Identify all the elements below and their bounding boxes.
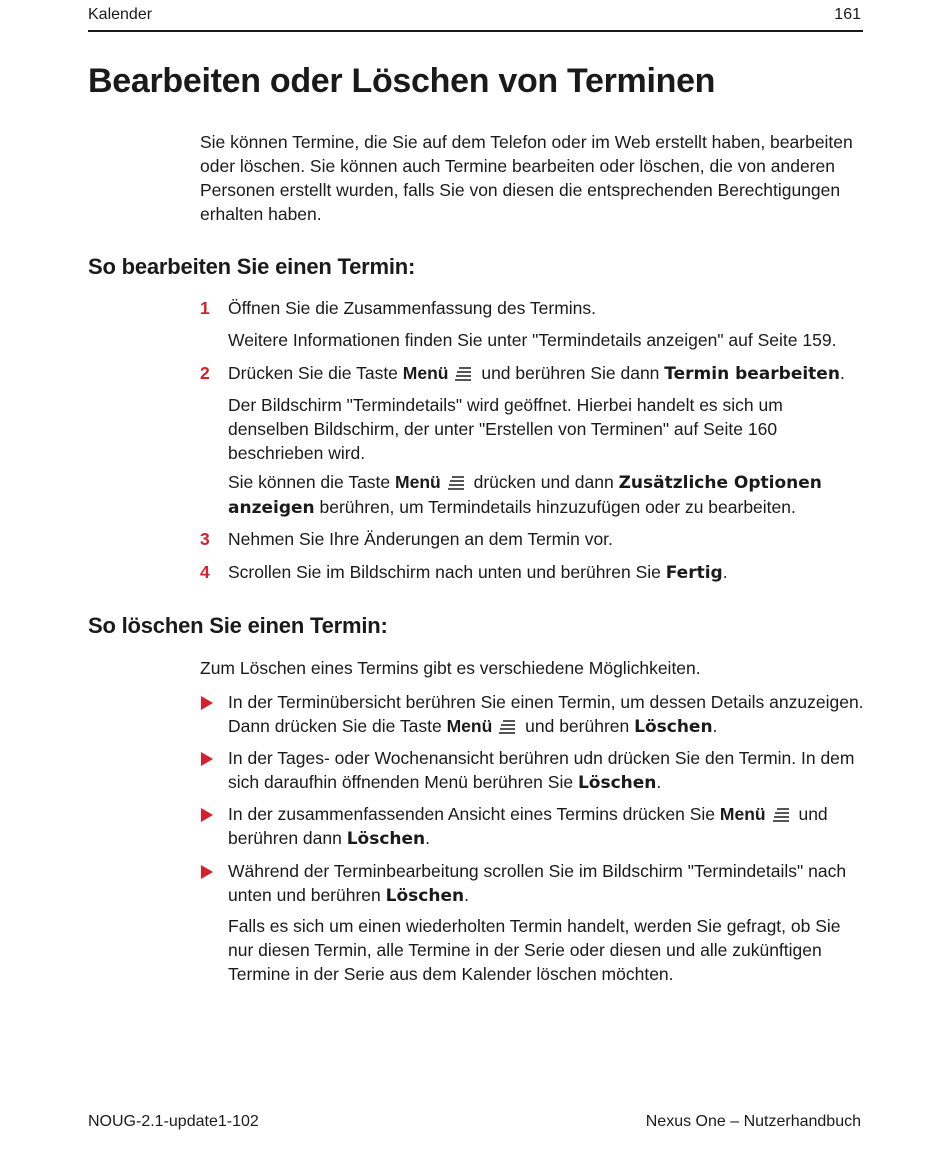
step-number: 4 <box>200 562 210 582</box>
menu-icon <box>495 719 517 733</box>
intro-paragraph: Sie können Termine, die Sie auf dem Telefon oder im Web erstellt haben, bearbeiten oder löschen. Sie können auch Termine bearbeiten oder löschen, die von anderen Personen erstellt wurden, falls Sie von diesen die entsprechenden Berechtigungen erhalten haben. <box>200 132 853 224</box>
recurring-event-note: Falls es sich um einen wiederholten Termin handelt, werden Sie gefragt, ob Sie nur diesen Termin, alle Termine in der Serie oder diesen und alle zukünftigen Termine in der Serie aus dem Kalender löschen möchten. <box>228 916 841 984</box>
delete-action: Löschen <box>577 773 657 793</box>
delete-action: Löschen <box>346 829 426 849</box>
done-action: Fertig <box>665 563 723 583</box>
menu-key-label: Menü <box>395 472 441 492</box>
menu-key-label: Menü <box>402 363 449 383</box>
page-number: 161 <box>834 6 861 23</box>
delete-action: Löschen <box>634 717 713 737</box>
delete-section-heading: So löschen Sie einen Termin: <box>88 613 388 638</box>
edit-section-heading: So bearbeiten Sie einen Termin: <box>88 254 416 279</box>
delete-option-2 <box>200 746 865 795</box>
bullet-arrow-icon <box>201 752 213 766</box>
delete-option-3 <box>200 802 865 851</box>
bullet-text: In der zusammenfassenden Ansicht eines Termins drücken Sie Menü und berühren dann Löschen. <box>228 804 828 849</box>
menu-icon <box>769 807 791 821</box>
delete-option-1 <box>200 690 865 739</box>
menu-icon <box>451 366 473 380</box>
menu-key-label: Menü <box>719 804 766 824</box>
bullet-text: In der Tages- oder Wochenansicht berühren udn drücken Sie den Termin. In dem sich daraufhin öffnenden Menü berühren Sie Löschen. <box>228 748 855 793</box>
step-2-note-1: Der Bildschirm "Termindetails" wird geöffnet. Hierbei handelt es sich um denselben Bildschirm, der unter "Erstellen von Terminen" auf Seite 160 beschrieben wird. <box>228 395 783 463</box>
more-options-action: Zusätzliche Optionen anzeigen <box>228 473 822 518</box>
edit-step-4 <box>200 560 865 585</box>
step-1-note: Weitere Informationen finden Sie unter "Termindetails anzeigen" auf Seite 159. <box>228 330 837 350</box>
bullet-arrow-icon <box>201 865 213 879</box>
manual-title: Nexus One – Nutzerhandbuch <box>645 1113 861 1130</box>
edit-step-2 <box>200 361 865 386</box>
bullet-text: In der Terminübersicht berühren Sie einen Termin, um dessen Details anzuzeigen. Dann drücken Sie die Taste Menü und berühren Löschen. <box>228 692 864 737</box>
delete-action: Löschen <box>385 886 465 906</box>
bullet-text: Während der Terminbearbeitung scrollen Sie im Bildschirm "Termindetails" nach unten und berühren Löschen. <box>228 861 847 906</box>
page-header <box>88 4 863 32</box>
step-text: Scrollen Sie im Bildschirm nach unten und berühren Sie Fertig. <box>228 562 728 583</box>
delete-option-4 <box>200 859 865 908</box>
step-2-note-2: Sie können die Taste Menü drücken und dann Zusätzliche Optionen anzeigen berühren, um Termindetails hinzuzufügen oder zu bearbeiten. <box>228 472 822 518</box>
bullet-arrow-icon <box>201 696 213 710</box>
step-text: Nehmen Sie Ihre Änderungen an dem Termin vor. <box>228 529 613 549</box>
delete-intro: Zum Löschen eines Termins gibt es verschiedene Möglichkeiten. <box>200 658 701 678</box>
step-number: 1 <box>200 298 210 318</box>
bullet-arrow-icon <box>201 808 213 822</box>
step-number: 2 <box>200 363 210 383</box>
edit-step-1 <box>200 296 865 320</box>
chapter-title: Kalender <box>88 6 153 23</box>
page-title: Bearbeiten oder Löschen von Terminen <box>88 62 716 100</box>
edit-event-action: Termin bearbeiten <box>664 364 840 384</box>
step-text: Drücken Sie die Taste Menü und berühren Sie dann Termin bearbeiten. <box>228 363 845 384</box>
edit-step-3 <box>200 527 865 551</box>
step-number: 3 <box>200 529 210 549</box>
menu-key-label: Menü <box>446 716 493 736</box>
document-code: NOUG-2.1-update1-102 <box>88 1113 259 1130</box>
menu-icon <box>444 475 466 489</box>
step-text: Öffnen Sie die Zusammenfassung des Termins. <box>228 298 597 318</box>
